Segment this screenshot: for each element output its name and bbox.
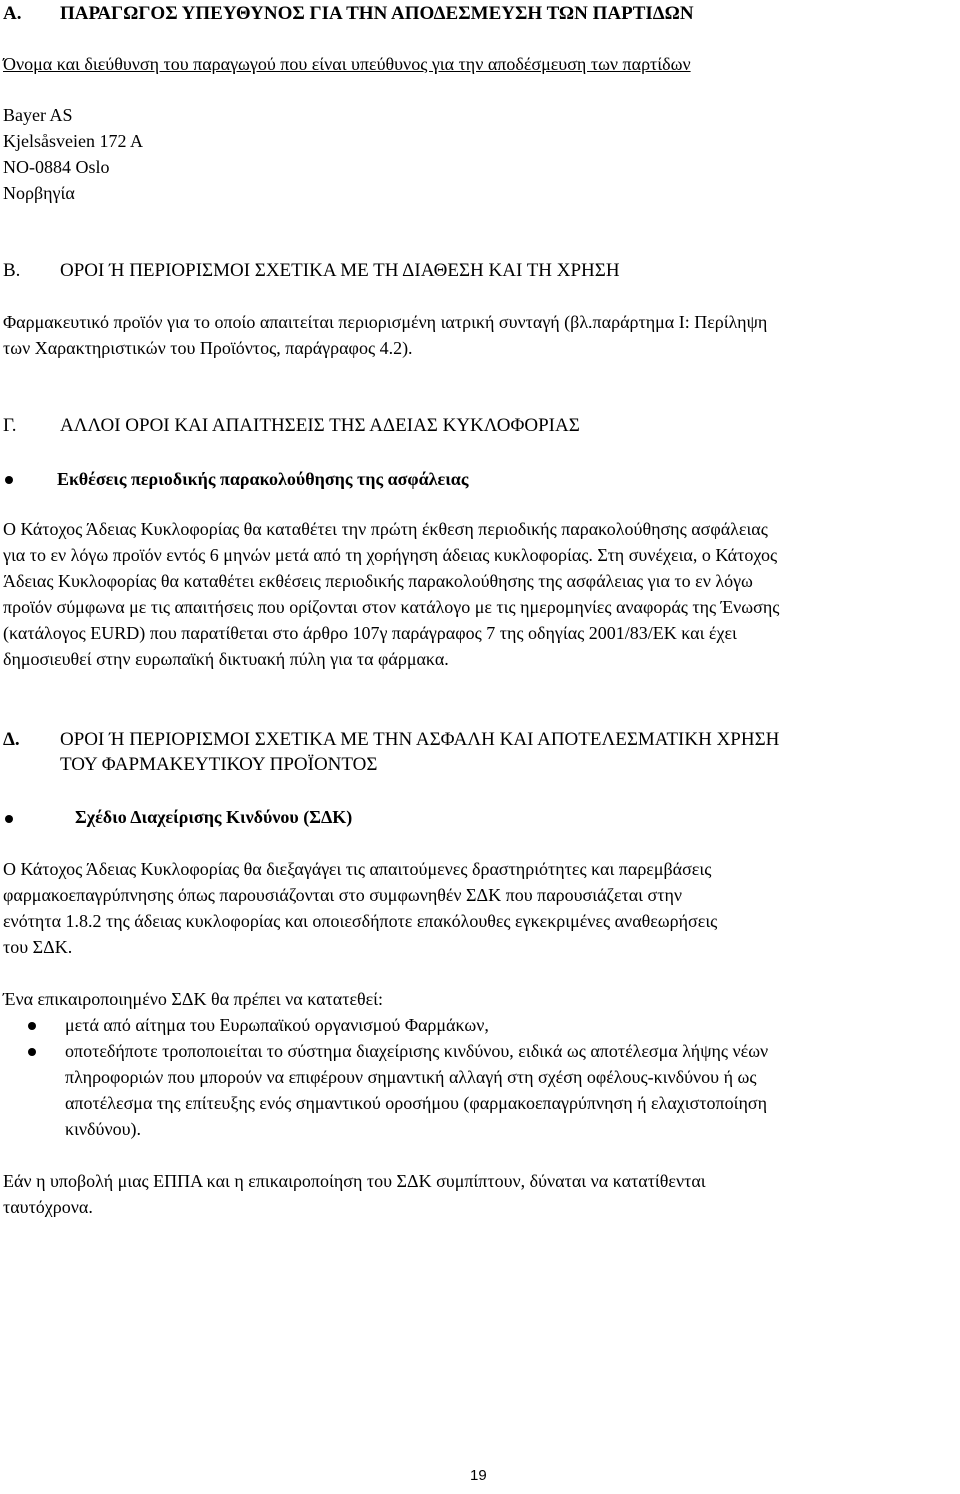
address-line: NO-0884 Oslo	[3, 157, 110, 177]
bullet-icon	[5, 476, 13, 484]
section-c-body-line: Ο Κάτοχος Άδειας Κυκλοφορίας θα καταθέτει την πρώτη έκθεση περιοδικής παρακολούθησης ασφάλειας	[3, 519, 768, 539]
address-line: Bayer AS	[3, 105, 73, 125]
section-c-letter: Γ.	[3, 415, 17, 436]
section-d-heading-continued	[60, 755, 377, 774]
section-b-body-line: των Χαρακτηριστικών του Προϊόντος, παράγραφος 4.2).	[3, 338, 413, 358]
closing-line: ταυτόχρονα.	[3, 1197, 93, 1217]
section-c-body-line: (κατάλογος EURD) που παρατίθεται στο άρθρο 107γ παράγραφος 7 της οδηγίας 2001/83/ΕΚ και έχει	[3, 623, 737, 643]
section-a-title: ΠΑΡΑΓΩΓΟΣ ΥΠΕΥΘΥΝΟΣ ΓΙΑ ΤΗΝ ΑΠΟΔΕΣΜΕΥΣΗ ΤΩΝ ΠΑΡΤΙΔΩΝ	[60, 3, 694, 24]
section-a-letter: Α.	[3, 3, 22, 24]
section-c-title: ΑΛΛΟΙ ΟΡΟΙ ΚΑΙ ΑΠΑΙΤΗΣΕΙΣ ΤΗΣ ΑΔΕΙΑΣ ΚΥΚΛΟΦΟΡΙΑΣ	[60, 415, 580, 436]
section-c-body-line: δημοσιευθεί στην ευρωπαϊκή δικτυακή πύλη για τα φάρμακα.	[3, 649, 449, 669]
bullet-icon	[28, 1022, 36, 1030]
closing-line: Εάν η υποβολή μιας ΕΠΠΑ και η επικαιροποίηση του ΣΔΚ συμπίπτουν, δύναται να κατατίθενται	[3, 1171, 706, 1191]
section-d-body-line: Ο Κάτοχος Άδειας Κυκλοφορίας θα διεξαγάγει τις απαιτούμενες δραστηριότητες και παρεμβάσεις	[3, 859, 712, 879]
bullet-icon	[5, 815, 13, 823]
section-d-body-line: του ΣΔΚ.	[3, 937, 73, 957]
address-line: Νορβηγία	[3, 183, 75, 203]
rmp-update-intro: Ένα επικαιροποιημένο ΣΔΚ θα πρέπει να κατατεθεί:	[3, 989, 384, 1009]
bullet-icon	[28, 1048, 36, 1056]
section-d-letter: Δ.	[3, 729, 20, 750]
rmp-update-item: οποτεδήποτε τροποποιείται το σύστημα διαχείρισης κινδύνου, ειδικά ως αποτέλεσμα λήψης νέων	[65, 1041, 769, 1061]
rmp-update-item-continued: κινδύνου).	[65, 1119, 141, 1139]
address-line: Kjelsåsveien 172 A	[3, 131, 143, 151]
section-c-body-line: για το εν λόγω προϊόν εντός 6 μηνών μετά από τη χορήγηση άδειας κυκλοφορίας. Στη συνέχεια, ο Κάτοχος	[3, 545, 778, 565]
section-d-body-line: φαρμακοεπαγρύπνησης όπως παρουσιάζονται στο συμφωνηθέν ΣΔΚ που παρουσιάζεται στην	[3, 885, 683, 905]
psur-bullet-heading: Εκθέσεις περιοδικής παρακολούθησης της ασφάλειας	[57, 469, 469, 489]
rmp-update-item-continued: αποτέλεσμα της επίτευξης ενός σημαντικού οροσήμου (φαρμακοεπαγρύπνηση ή ελαχιστοποίηση	[65, 1093, 767, 1113]
section-d-title-line: ΤΟΥ ΦΑΡΜΑΚΕΥΤΙΚΟΥ ΠΡΟΪΟΝΤΟΣ	[60, 754, 378, 775]
section-b-body-line: Φαρμακευτικό προϊόν για το οποίο απαιτείται περιορισμένη ιατρική συνταγή (βλ.παράρτημα I: Περίληψη	[3, 312, 768, 332]
page-number: 19	[470, 1467, 487, 1484]
section-c-body-line: προϊόν σύμφωνα με τις απαιτήσεις που ορίζονται στον κατάλογο με τις ημερομηνίες αναφοράς της Ένωσης	[3, 597, 780, 617]
rmp-update-item: μετά από αίτημα του Ευρωπαϊκού οργανισμού Φαρμάκων,	[65, 1015, 489, 1035]
section-c-body-line: Άδειας Κυκλοφορίας θα καταθέτει εκθέσεις περιοδικής παρακολούθησης της ασφάλειας για το εν λόγω	[3, 571, 753, 591]
rmp-bullet-heading: Σχέδιο Διαχείρισης Κινδύνου (ΣΔΚ)	[75, 807, 353, 827]
section-b-title: ΟΡΟΙ Ή ΠΕΡΙΟΡΙΣΜΟΙ ΣΧΕΤΙΚΑ ΜΕ ΤΗ ΔΙΑΘΕΣΗ ΚΑΙ ΤΗ ΧΡΗΣΗ	[60, 260, 620, 281]
rmp-update-item-continued: πληροφοριών που μπορούν να επιφέρουν σημαντική αλλαγή στη σχέση οφέλους-κινδύνου ή ως	[65, 1067, 757, 1087]
section-d-body-line: ενότητα 1.8.2 της άδειας κυκλοφορίας και οποιεσδήποτε επακόλουθες εγκεκριμένες αναθεωρήσεις	[3, 911, 718, 931]
section-b-letter: Β.	[3, 260, 21, 281]
section-a-subtitle: Όνομα και διεύθυνση του παραγωγού που είναι υπεύθυνος για την αποδέσμευση των παρτίδων	[3, 54, 691, 74]
section-d-title-line: ΟΡΟΙ Ή ΠΕΡΙΟΡΙΣΜΟΙ ΣΧΕΤΙΚΑ ΜΕ ΤΗΝ ΑΣΦΑΛΗ ΚΑΙ ΑΠΟΤΕΛΕΣΜΑΤΙΚΗ ΧΡΗΣΗ	[60, 729, 780, 750]
